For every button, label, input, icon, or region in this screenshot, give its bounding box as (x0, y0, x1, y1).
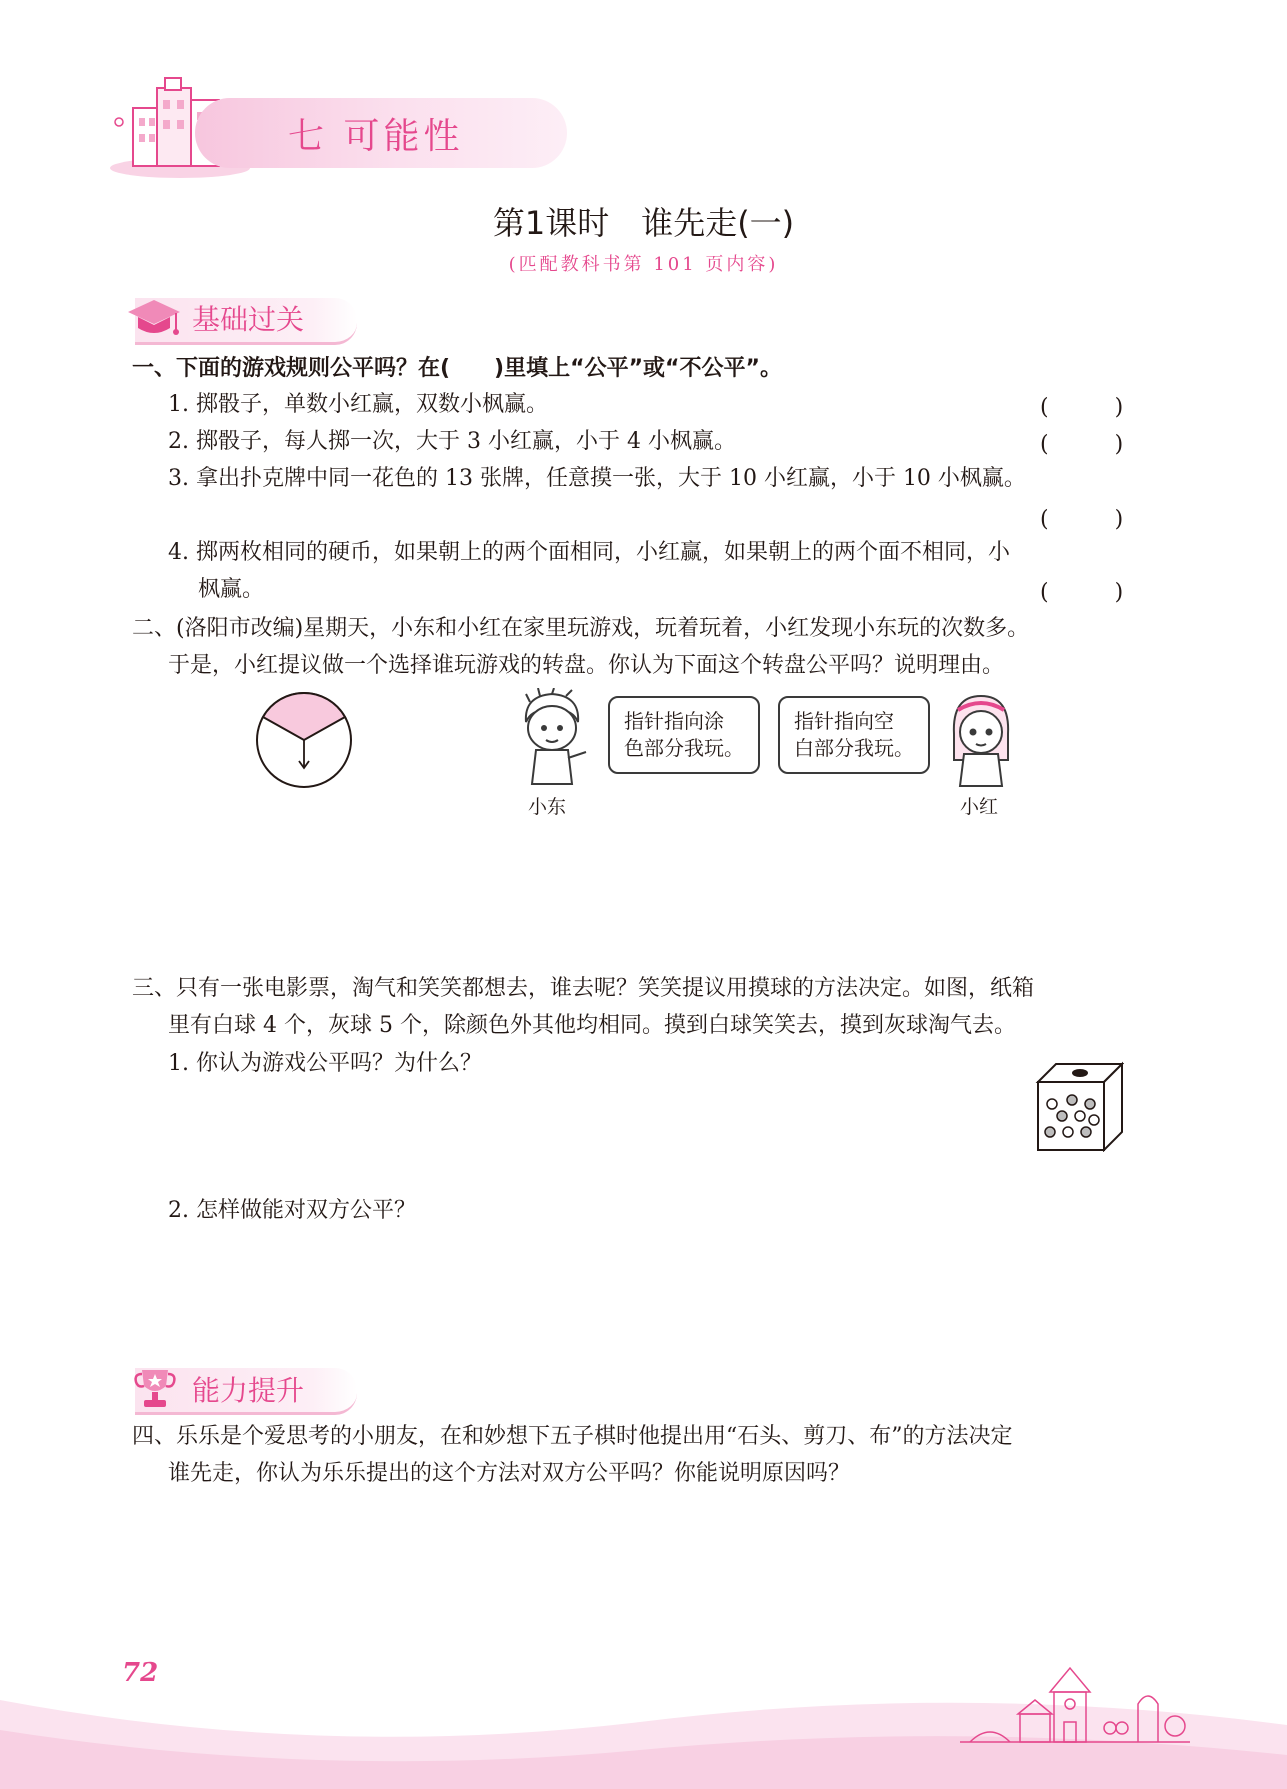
section-label-advance: 能力提升 (192, 1374, 305, 1407)
chapter-title: 七 可能性 (288, 116, 464, 157)
q3-stem-line1: 三、只有一张电影票，淘气和笑笑都想去，谁去呢？笑笑提议用摸球的方法决定。如图，纸箱 (132, 976, 1035, 1001)
q1-answer-blank-2[interactable]: ( ) (1040, 432, 1124, 457)
q1-stem: 一、下面的游戏规则公平吗？在( )里填上“公平”或“不公平”。 (132, 356, 782, 381)
girl-xiaohong-icon (948, 690, 1014, 788)
q1-item-2: 2. 掷骰子，每人掷一次，大于 3 小红赢，小于 4 小枫赢。 (168, 429, 736, 454)
q2-stem-line2: 于是，小红提议做一个选择谁玩游戏的转盘。你认为下面这个转盘公平吗？说明理由。 (168, 653, 1005, 678)
q4-stem-line1: 四、乐乐是个爱思考的小朋友，在和妙想下五子棋时他提出用“石头、剪刀、布”的方法决定 (132, 1424, 1013, 1449)
q3-stem-line2: 里有白球 4 个，灰球 5 个，除颜色外其他均相同。摸到白球笑笑去，摸到灰球淘气去。 (168, 1013, 1016, 1038)
label-xiaodong: 小东 (528, 796, 567, 818)
boy-xiaodong-icon (516, 688, 590, 788)
q3-sub2: 2. 怎样做能对双方公平？ (168, 1198, 416, 1223)
speech-left-line1: 指针指向涂 (624, 709, 724, 733)
footer-town-illustration-icon (960, 1652, 1190, 1752)
graduation-cap-icon (126, 296, 182, 340)
speech-bubble-right (778, 696, 930, 774)
q1-item-1: 1. 掷骰子，单数小红赢，双数小枫赢。 (168, 392, 548, 417)
label-xiaohong: 小红 (960, 796, 999, 818)
q1-item-4-cont: 枫赢。 (198, 577, 265, 602)
ball-box-diagram (1034, 1060, 1124, 1152)
lesson-subtitle: (匹配教科书第 101 页内容) (508, 254, 779, 275)
speech-bubble-left (608, 696, 760, 774)
speech-right-line2: 白部分我玩。 (794, 736, 914, 760)
spinner-diagram (254, 690, 354, 790)
q1-answer-blank-4[interactable]: ( ) (1040, 580, 1124, 605)
trophy-icon (132, 1366, 178, 1412)
section-label-basic: 基础过关 (192, 303, 305, 336)
q1-answer-blank-1[interactable]: ( ) (1040, 395, 1124, 420)
q3-sub1: 1. 你认为游戏公平吗？为什么？ (168, 1051, 482, 1076)
q1-answer-blank-3[interactable]: ( ) (1040, 507, 1124, 532)
q2-stem-line1: 二、(洛阳市改编)星期天，小东和小红在家里玩游戏，玩着玩着，小红发现小东玩的次数多。 (132, 616, 1030, 641)
page-number: 72 (122, 1658, 159, 1688)
lesson-title: 第1课时 谁先走(一) (492, 204, 795, 242)
q1-item-3: 3. 拿出扑克牌中同一花色的 13 张牌，任意摸一张，大于 10 小红赢，小于 10 小枫赢。 (168, 466, 1026, 491)
q1-item-4: 4. 掷两枚相同的硬币，如果朝上的两个面相同，小红赢，如果朝上的两个面不相同，小 (168, 540, 1010, 565)
q4-stem-line2: 谁先走，你认为乐乐提出的这个方法对双方公平吗？你能说明原因吗？ (168, 1461, 851, 1486)
speech-right-line1: 指针指向空 (794, 709, 894, 733)
speech-left-line2: 色部分我玩。 (624, 736, 744, 760)
